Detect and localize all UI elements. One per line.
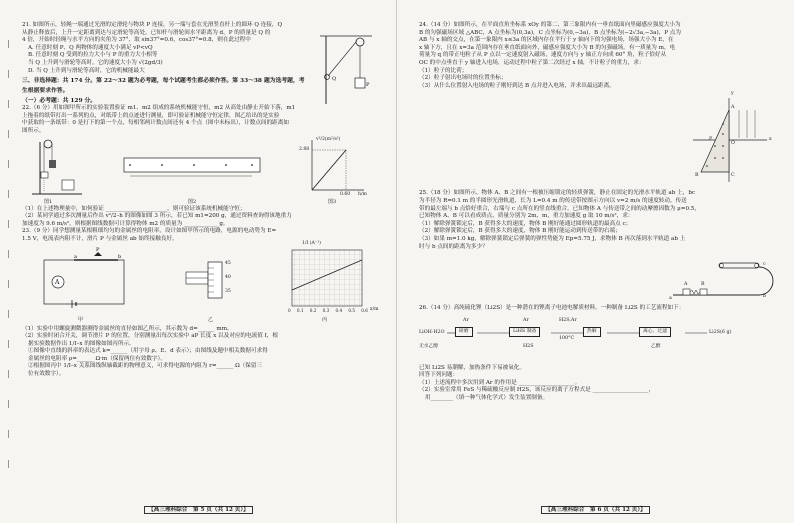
- q26-sub: （1）上述流程中多次用到 Ar 的作用是 ____________________。: [419, 379, 581, 386]
- q25-label-b: b: [763, 294, 767, 300]
- q26-flow-solvent: 乙醇: [651, 343, 661, 349]
- question-25: [419, 190, 779, 251]
- q22-figures: [22, 136, 379, 206]
- q26-flow-input: Ar: [523, 317, 529, 323]
- q24-line: （3）从什么位置射入电场的粒子刚好到达 B 点并进入电场，并求出最远距离。: [419, 82, 615, 89]
- question-22-subparts: [22, 206, 379, 229]
- q24-label-o: O: [731, 141, 735, 147]
- q22-line: 22.（6 分）用如图甲所示的实验装置验证 m1、m2 组成的系统机械能守恒，m2 从高处由静止开始下落，m1: [22, 105, 296, 112]
- q23-sub: 金属丝的电阻率 ρ=______ Ω·m（保留两位有效数字）。: [28, 355, 166, 362]
- q25-line: （3）如果 m=1.0 kg，解除弹簧锁定后弹簧的弹性势能为 Ep=5.75 J，求物体 B 再次落到水平轨道 ab 上: [419, 235, 686, 242]
- q25-line: （2）解除弹簧锁定后，B 获得多大的速度，物体 B 刚好能运动到传送带的右端；: [419, 228, 621, 235]
- q25-label-block-a: A: [684, 282, 688, 288]
- q21-option-d: D. 当 Q 上升到与滑轮等高时，它的机械能最大: [28, 67, 145, 74]
- q21-line: 21. 如图所示，轻绳一端通过光滑的定滑轮与物块 P 连接，另一端与套在光滑竖直杆上的圆环 Q 连接，Q: [22, 22, 283, 28]
- q24-line: （2）粒子射出电场时的位置坐标；: [419, 75, 507, 82]
- q24-line: B 的匀强磁场区域 △ABC，A 点坐标为(0,3a)，C 点坐标为(0,−3a)，B 点坐标为(−2√3a,−3a)，P 点为: [419, 29, 681, 36]
- q25-label-block-b: B: [701, 282, 705, 288]
- question-23-subparts: [22, 326, 379, 379]
- q23-micrometer-tick: 35: [225, 288, 231, 294]
- q25-figure-area: [419, 251, 776, 305]
- q22-graph-ytick: 2.88: [299, 146, 310, 152]
- q21-option-c: 当 Q 上升到与滑轮等高时，它的速度大小为 √(2gd/3): [28, 59, 163, 66]
- section-3-line: 三、非选择题：共 174 分。第 22～32 题为必考题，每个试题考生都必须作答。第 33～38 题为选考题，考: [22, 78, 305, 85]
- q23-micrometer-tick: 40: [225, 274, 231, 280]
- svg-text:A: A: [55, 278, 60, 286]
- q21-pulley-figure: [320, 34, 372, 106]
- q23-sub: （2）实验时闭合开关，调节滑片 P 的位置，分别测量出每次实验中 aP 长度 x 以及对应的电流值 I，根: [22, 333, 278, 340]
- q22-line: 图所示。: [22, 127, 45, 134]
- question-26-notes: [419, 365, 779, 403]
- q21-line: 4 倍，开始时轻绳与水平方向的夹角为 37°，取 sin37°=0.6，cos37°=0.8，则在此过程中: [22, 37, 251, 44]
- q26-line: 26.（14 分）高纯硫化锂（Li2S）是一种潜在的锂离子电池电解质材料，一种制备 Li2S 的工艺流程如下：: [419, 305, 685, 312]
- svg-text:P: P: [366, 82, 370, 88]
- q22-line: 中获取的一条纸带：0 是打下的第一个点，每相邻两计数点间还有 4 个点（图中未标出），计数点间的距离如: [22, 120, 289, 127]
- q22-paper-tape-figure: [122, 154, 262, 180]
- q23-sub: （1）实验中用螺旋测微器测得金属丝的直径如图乙所示，其示数为 d=______ mm。: [22, 325, 233, 332]
- q26-sub: 用________（填一种气体化学式）发生装置制备。: [425, 395, 549, 402]
- section-3-line: （一）必考题：共 129 分。: [22, 98, 97, 105]
- q25-line: 带的最左端与 b 点恰好重合，右端与 c 点所在的竖直线重合，已知物体 A 与传送带之间的动摩擦因数为 μ=0.5，: [419, 205, 700, 212]
- question-22: [22, 105, 379, 135]
- q26-note: 已知 Li2S 易潮解，加热条件下易被氧化。: [419, 364, 525, 371]
- q23-sub: ②根据图丙中 1/I–x 关系图线纵轴截距的物理意义，可求得电源的内阻为 r=______ Ω（保留三: [28, 363, 263, 370]
- q22-sub: （1）在上述物理量中，如何验证 ______________________，则可验证该系统机械能守恒；: [22, 205, 246, 212]
- q26-flow-product: Li2S(6 g): [709, 329, 732, 335]
- q23-caption-jia: 甲: [78, 316, 84, 323]
- q25-line: 为半径为 R=0.1 m 的半圆形光滑轨道，长为 L=0.4 m 的传送带按图示方向以 v=2 m/s 的速度转动，传送: [419, 197, 687, 204]
- q22-graph-xlabel: h/m: [358, 191, 367, 197]
- q24-field-figure: [689, 96, 769, 186]
- q24-line: AB 与 x 轴的交点，在第一象限内 x≤3a 的区域内存在平行于 y 轴向下的匀强电场，场强大小为 E，在: [419, 37, 674, 44]
- q26-flow-input: H2S: [523, 343, 534, 349]
- q23-micrometer-figure: [182, 258, 242, 308]
- q23-circuit-figure: [38, 246, 130, 312]
- q22-line: 上拖着的纸带打出一系列的点，对纸带上的点迹进行测量，即可验证机械能守恒定律，图乙给出的是实验: [22, 112, 280, 119]
- q23-graph-xlabel: x/m: [370, 306, 379, 312]
- q26-flow-arrows: [447, 331, 707, 335]
- q23-micrometer-tick: 45: [225, 260, 231, 266]
- q25-line: 已知物体 A、B 可以看成质点，质量分别为 2m、m，重力加速度 g 取 10 m/s²，求：: [419, 213, 634, 220]
- q25-label-a: a: [669, 296, 672, 302]
- q23-sub: 据实验数据作出 1/I–x 的图像如图丙所示。: [28, 340, 135, 347]
- q23-graph-ylabel: 1/I (A⁻¹): [302, 240, 321, 246]
- q23-xtick: 0.1: [296, 307, 304, 313]
- page-5-footer: [0, 505, 397, 513]
- q22-caption-3: 图3: [328, 198, 337, 205]
- q26-flow-step: 热解: [583, 327, 601, 337]
- q22-graph-ylabel: v²/2(m²/s²): [316, 136, 341, 142]
- q26-flow-input: 无水乙醇: [419, 343, 439, 349]
- q26-flowchart: [419, 313, 776, 365]
- q23-xtick: 0.3: [322, 307, 330, 313]
- svg-text:P: P: [96, 246, 100, 253]
- q23-caption-yi: 乙: [208, 316, 214, 323]
- q22-caption-1: 图1: [44, 198, 53, 205]
- question-26: [419, 305, 779, 313]
- q24-label-y: y: [731, 91, 734, 97]
- q24-label-a: A: [731, 105, 735, 111]
- q23-line: 23.（9 分）同学想测量某根粗细均匀的金属丝的电阻率，设计如图甲所示的电路，电源的电动势为 E=: [22, 228, 277, 235]
- q23-xtick: 0: [288, 307, 291, 313]
- q26-flow-step: 研磨: [455, 327, 473, 337]
- svg-text:a: a: [74, 253, 77, 260]
- q26-flow-start: LiOH·H2O: [419, 329, 445, 335]
- q23-xtick: 0.5: [348, 307, 356, 313]
- q26-flow-temp: 100°C: [559, 335, 575, 341]
- svg-text:b: b: [118, 253, 122, 260]
- page-6-footer-text: 【高三理科综合 第 6 页（共 12 页）】: [541, 506, 650, 514]
- q26-sub: （2）实验室常用 FeS 与稀硫酸反应制 H2S，该反应的离子方程式是 ____________________，: [419, 387, 655, 394]
- q23-xtick: 0.6: [361, 307, 368, 313]
- q21-option-b: B. 任意时刻 Q 受到的拉力大小与 P 的重力大小相等: [28, 52, 158, 59]
- q25-line: （1）解除弹簧锁定后，B 获得多大的速度，物体 B 刚好能通过圆形轨道的最高点 c；: [419, 220, 632, 227]
- q24-line: OC 的中点垂直于 y 轴进入电场，运动过程中粒子第二次经过 x 轴，不计粒子的重力，求：: [419, 59, 645, 66]
- page-6-footer: [397, 505, 794, 513]
- q22-sub: 加速度为 9.6 m/s²，则根据图线数据可计算得物体 m2 的质量为 ____________ g。: [22, 220, 229, 227]
- q23-grid-graph: [284, 244, 366, 314]
- q22-apparatus-figure: [26, 136, 86, 198]
- q21-option-a: A. 任意时刻 P、Q 两物体的速度大小满足 vP<vQ: [28, 44, 153, 51]
- q23-graph-xticks: [288, 307, 368, 315]
- q26-flow-step: 离心、过滤: [639, 327, 671, 337]
- q24-line: x 轴下方，且在 x=3a 范围内存在垂直纸面向外，磁感应强度大小为 B 的匀强磁场。有一质量为 m，电: [419, 44, 676, 51]
- section-3-line: 生根据要求作答。: [22, 88, 69, 95]
- q24-line: 荷量为 q 的带正电粒子从 P 点以一定速度射入磁场，速度方向与 y 轴正方向成 60° 角，粒子恰好从: [419, 52, 667, 59]
- q23-figures: [22, 240, 379, 326]
- q24-figure-area: [419, 90, 776, 190]
- q23-caption-bing: 丙: [322, 316, 328, 323]
- svg-text:Q: Q: [332, 76, 337, 82]
- question-21: [22, 22, 322, 75]
- q23-line: 1.5 V，电流表内阻不计，滑片 P 与金属丝 ab 始终接触良好。: [22, 235, 178, 242]
- question-23: [22, 228, 379, 243]
- page-6: [397, 0, 794, 523]
- q24-label-x: x: [769, 137, 772, 143]
- q25-line: 25.（18 分）如图所示，物体 A、B 之间有一根被压缩锁定的轻质弹簧，静止在固定的光滑水平轨道 ab 上，bc: [419, 190, 696, 197]
- question-24: [419, 22, 779, 90]
- q24-label-p: P: [709, 137, 713, 143]
- q24-label-b: B: [695, 173, 699, 179]
- q24-line: （1）粒子的比荷；: [419, 67, 468, 74]
- q21-line: 从静止释放后，上升一定距离到达与定滑轮等高处，已知杆与滑轮间水平距离为 d，P 的质量是 Q 的: [22, 29, 271, 36]
- q25-line: 时与 b 点间的距离为多少？: [419, 243, 488, 250]
- q26-flow-step: LiHS 制备: [509, 327, 540, 337]
- q23-xtick: 0.2: [309, 307, 317, 313]
- q22-caption-2: 图2: [188, 198, 197, 205]
- q22-graph-xtick: 0.60: [340, 191, 351, 197]
- q26-flow-input: H2S,Ar: [559, 317, 577, 323]
- q23-sub: ①图像中直线的斜率的表达式 k=______（用字母 ρ、E、d 表示）；由图线及题中相关数据可求得: [28, 348, 268, 355]
- q24-label-c: C: [731, 173, 735, 179]
- q23-xtick: 0.4: [335, 307, 343, 313]
- q26-flow-input: Ar: [463, 317, 469, 323]
- q26-note: 回答下列问题：: [419, 372, 459, 379]
- q25-label-c: c: [763, 262, 766, 268]
- q22-sub: （2）某同学通过多次测量后作出 v²/2–h 的图像如图 3 所示，若已知 m1=200 g，通过资料查询得该地重力: [22, 213, 292, 220]
- q23-sub: 位有效数字）。: [28, 371, 65, 378]
- q25-track-figure: [669, 251, 773, 301]
- page-5-footer-text: 【高三理科综合 第 5 页（共 12 页）】: [144, 506, 253, 514]
- q24-line: 24.（14 分）如图所示，在平面直角坐标系 xOy 的第二、第三象限内有一垂直纸面向里磁感应强度大小为: [419, 22, 681, 28]
